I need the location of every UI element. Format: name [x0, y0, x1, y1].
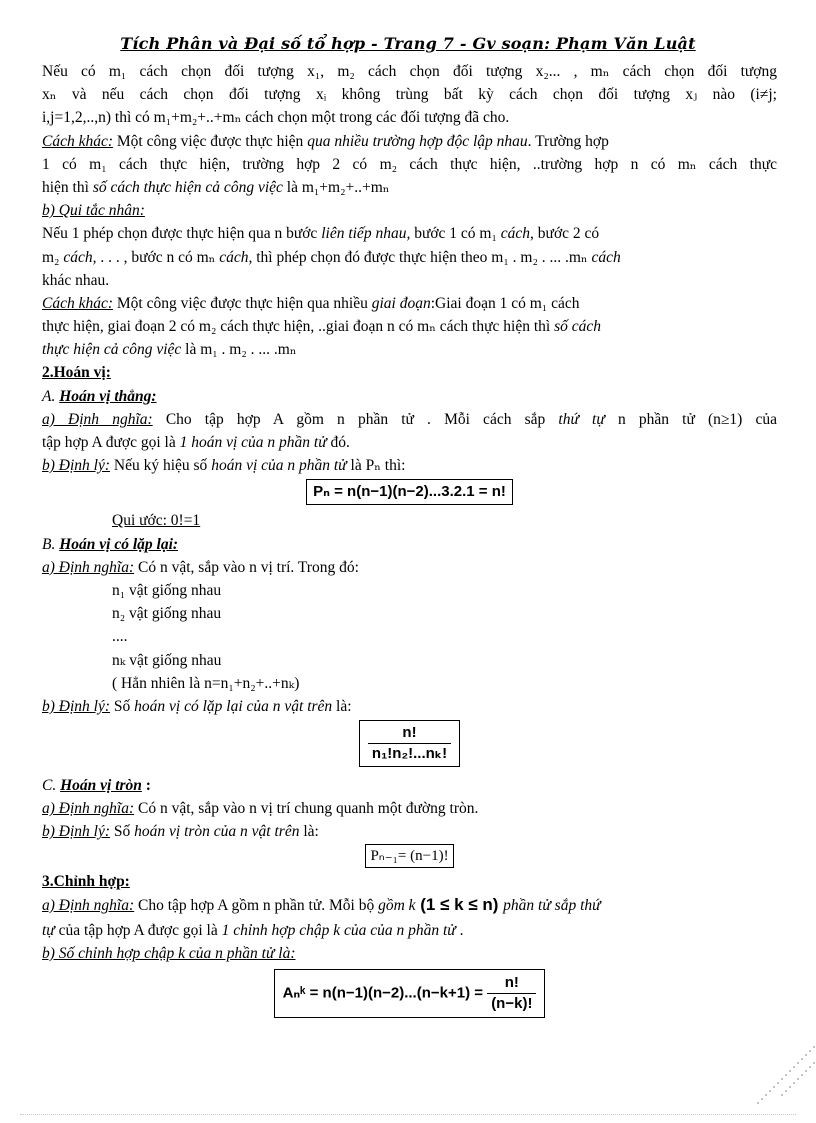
- italic-span: gồm k: [378, 896, 416, 914]
- italic-span: thực hiện cả công việc: [42, 341, 182, 359]
- fraction-denominator: (n−k)!: [487, 993, 536, 1014]
- text-span: bước 2 có: [533, 225, 600, 243]
- text-line: Nếu có m₁ cách chọn đối tượng x₁, m₂ cách chọn đối tượng x₂... , mₙ cách chọn đối tượng: [42, 63, 777, 80]
- list-item: ....: [112, 628, 128, 646]
- text-line: [42, 533, 777, 556]
- definition-label: a) Định nghĩa:: [42, 800, 135, 818]
- text-line: [42, 774, 777, 797]
- convention-text: Qui ước: 0!=1: [112, 512, 201, 530]
- formula-circular-permutation: Pₙ₋₁= (n−1)!: [365, 844, 453, 868]
- definition-label: a) Định nghĩa:: [42, 896, 135, 914]
- italic-span: cách,: [219, 248, 253, 266]
- text-span: hiện thì: [42, 178, 93, 196]
- text-span: Số: [110, 697, 135, 715]
- italic-span: 1 chỉnh hợp chập k của của n phần tử: [221, 921, 456, 939]
- text-line: [42, 408, 777, 431]
- text-span: bước 1 có m₁: [410, 225, 501, 243]
- text-span: Cho tập hợp A gồm n phần tử. Mỗi bộ: [134, 896, 379, 914]
- text-line: [42, 893, 777, 919]
- text-span: Cho tập hợp A gồm n phần tử . Mỗi cách sắp: [152, 410, 559, 428]
- italic-span: cách,: [500, 225, 534, 243]
- text-line: [42, 454, 777, 477]
- text-span: :Giai đoạn 1 có m₁ cách: [430, 294, 580, 312]
- cach-khac-label: Cách khác:: [42, 294, 114, 312]
- definition-label: a) Định nghĩa:: [42, 558, 135, 576]
- definition-label: a) Định nghĩa:: [42, 410, 153, 428]
- text-span: . . . , bước n có mₙ: [96, 248, 220, 266]
- theorem-label: b) Định lý:: [42, 697, 111, 715]
- text-line: [42, 176, 777, 199]
- fraction-denominator: n₁!n₂!...nₖ!: [368, 743, 451, 764]
- text-line: 1 có m₁ cách thực hiện, trường hợp 2 có m₂ cách thực hiện, ..trường hợp n có mₙ cách thực: [42, 155, 777, 173]
- qui-tac-nhan-heading: b) Qui tắc nhân:: [42, 202, 145, 220]
- subsection-title: Hoán vị thẳng:: [59, 387, 157, 405]
- text-span: là m₁+m₂+..+mₙ: [282, 178, 390, 196]
- list-item: n₁ vật giống nhau: [112, 581, 222, 599]
- text-span: Một công việc được thực hiện: [113, 132, 308, 150]
- text-span: Một công việc được thực hiện qua nhiều: [113, 294, 372, 312]
- section-heading-chinh-hop: 3.Chỉnh hợp:: [42, 872, 130, 890]
- italic-span: phần tử sắp thứ: [503, 896, 601, 914]
- text-line: [42, 361, 777, 384]
- formula-arrangement: [274, 969, 546, 1018]
- text-span: thực hiện, giai đoạn 2 có m₂ cách thực hiện, ..giai đoạn n có mₙ cách thực hiện thì: [42, 318, 555, 336]
- text-line: [42, 431, 777, 454]
- formula-line: [42, 718, 777, 774]
- italic-span: số cách thực hiện cả công việc: [92, 178, 283, 196]
- page-header: Tích Phân và Đại số tổ hợp - Trang 7 - Gv soạn: Phạm Văn Luật: [120, 34, 696, 53]
- text-span: là m₁ . m₂ . ... .mₙ: [181, 341, 297, 359]
- formula-lhs: Aₙᵏ = n(n−1)(n−2)...(n−k+1) =: [282, 984, 484, 1002]
- text-line: [42, 797, 777, 820]
- text-span: Nếu 1 phép chọn được thực hiện qua n bước: [42, 225, 322, 243]
- subsection-letter: C.: [42, 777, 61, 795]
- text-line: [42, 919, 777, 942]
- text-line: khác nhau.: [42, 271, 110, 289]
- text-line: [42, 385, 777, 408]
- section-heading-hoan-vi: 2.Hoán vị:: [42, 364, 111, 382]
- italic-span: cách: [591, 248, 621, 266]
- text-span: Số: [110, 823, 135, 841]
- text-span: của tập hợp A được gọi là: [54, 921, 222, 939]
- fraction: [487, 973, 536, 1014]
- text-line: [42, 820, 777, 843]
- italic-span: thứ tự: [558, 410, 605, 428]
- text-line: [42, 556, 777, 579]
- text-line: [42, 246, 777, 269]
- italic-span: hoán vị của n phần tử: [211, 457, 347, 475]
- text-line: [42, 509, 777, 532]
- text-line: [42, 870, 777, 893]
- italic-span: qua nhiều trường hợp độc lập nhau: [307, 132, 528, 150]
- formula-line: [42, 844, 777, 870]
- text-span: là Pₙ thì:: [346, 457, 406, 475]
- italic-span: hoán vị tròn của n vật trên: [134, 823, 300, 841]
- italic-span: giai đoạn: [371, 294, 431, 312]
- italic-span: 1 hoán vị của n phần tử: [179, 434, 327, 451]
- text-line: xₙ và nếu cách chọn đối tượng xᵢ không trùng bất kỳ cách chọn đối tượng xⱼ nào (i≠j;: [42, 86, 777, 104]
- subsection-letter: A.: [42, 387, 60, 405]
- text-span: là:: [299, 823, 319, 841]
- italic-span: liên tiếp nhau,: [321, 225, 411, 243]
- subsection-letter: B.: [42, 535, 60, 553]
- formula-line: [42, 965, 777, 1018]
- theorem-label: b) Định lý:: [42, 457, 111, 475]
- text-line: [42, 222, 777, 245]
- text-line: i,j=1,2,..,n) thì có m₁+m₂+..+mₙ cách chọn một trong các đối tượng đã cho.: [42, 109, 510, 127]
- text-span: thì phép chọn đó được thực hiện theo m₁ . m₂ . ... .mₙ: [252, 248, 592, 266]
- text-span: Có n vật, sắp vào n vị trí. Trong đó:: [134, 558, 359, 576]
- text-span: :: [141, 777, 151, 795]
- fraction: [368, 723, 451, 764]
- italic-span: hoán vị có lặp lại của n vật trên: [134, 697, 333, 715]
- formula-permutation-repetition: [359, 720, 460, 767]
- text-line: [42, 292, 777, 315]
- corner-dots-decoration: [736, 1043, 816, 1123]
- italic-span: tự: [42, 921, 55, 939]
- text-line: [42, 695, 777, 718]
- bottom-dotted-rule: [20, 1113, 796, 1115]
- text-span: n phần tử (n≥1) của: [604, 410, 777, 428]
- text-span: đó.: [326, 434, 350, 451]
- list-item: n₂ vật giống nhau: [112, 605, 222, 623]
- formula-permutation: Pₙ = n(n−1)(n−2)...3.2.1 = n!: [306, 479, 513, 505]
- text-line: [42, 315, 777, 338]
- cach-khac-label: Cách khác:: [42, 132, 114, 150]
- text-line: [42, 942, 777, 965]
- text-span: Nếu ký hiệu số: [110, 457, 212, 475]
- theorem-label: b) Định lý:: [42, 823, 111, 841]
- text-span: . Trường hợp: [527, 132, 609, 150]
- inequality: (1 ≤ k ≤ n): [415, 894, 504, 914]
- subsection-title: Hoán vị có lặp lại:: [59, 535, 179, 553]
- text-span: .: [455, 921, 464, 939]
- text-span: là:: [332, 697, 352, 715]
- count-label: b) Số chỉnh hợp chập k của n phần tử là:: [42, 945, 296, 962]
- italic-span: số cách: [554, 318, 601, 336]
- formula-line: [42, 477, 777, 509]
- list-item: ( Hẳn nhiên là n=n₁+n₂+..+nₖ): [112, 674, 300, 692]
- text-span: m₂: [42, 248, 64, 266]
- text-line: [42, 338, 777, 361]
- text-line: [42, 130, 777, 153]
- text-span: Có n vật, sắp vào n vị trí chung quanh một đường tròn.: [134, 800, 479, 818]
- document-body: [42, 60, 777, 1018]
- italic-span: cách,: [63, 248, 97, 266]
- fraction-numerator: n!: [504, 974, 519, 992]
- fraction-numerator: n!: [402, 724, 417, 742]
- text-span: tập hợp A được gọi là: [42, 434, 180, 451]
- list-item: nₖ vật giống nhau: [112, 651, 222, 669]
- subsection-title: Hoán vị tròn: [60, 777, 142, 795]
- text-line: [42, 199, 777, 222]
